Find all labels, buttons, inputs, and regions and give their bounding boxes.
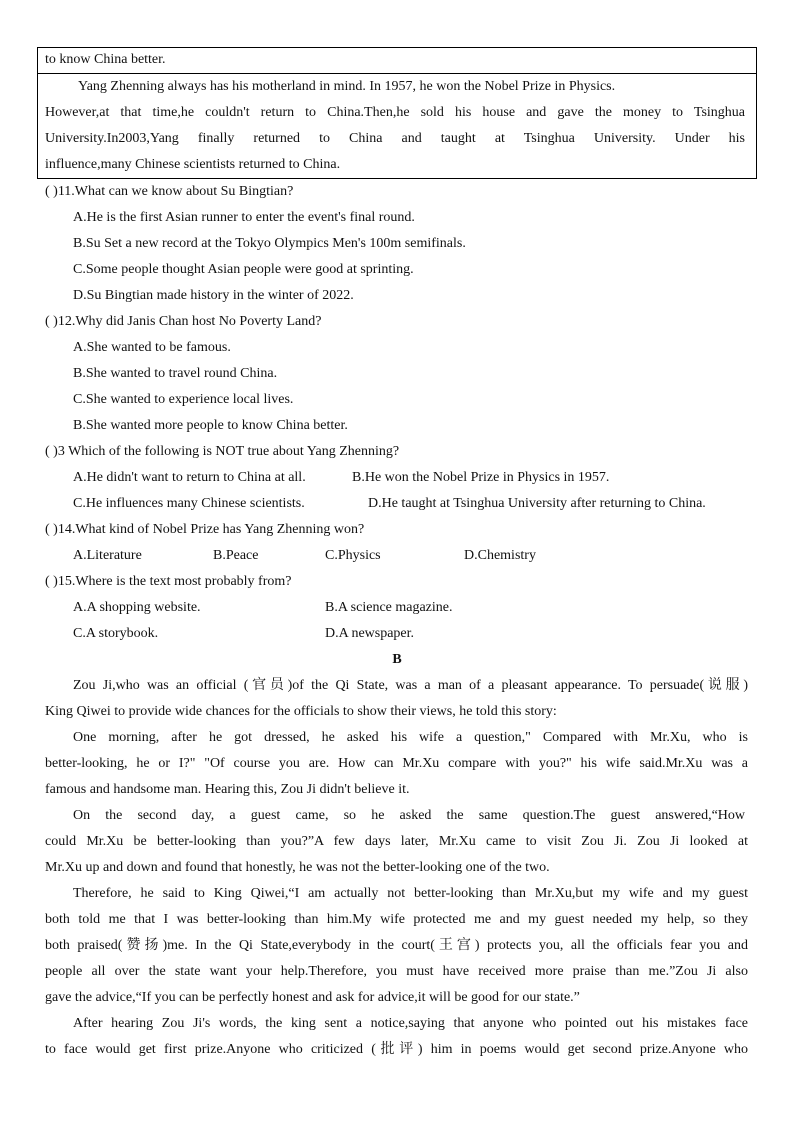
b-line-12: people all over the state want your help.Therefore, you must have received more praise than me.”Zou Ji also	[45, 964, 748, 979]
b-line-11: both praised(赞扬)me. In the Qi State,everybody in the court(王宫) protects you, all the officials fear you and	[45, 938, 748, 953]
q15-option-d: D.A newspaper.	[325, 626, 415, 641]
b-line-1: Zou Ji,who was an official (官员)of the Qi State, was a man of a pleasant appearance. To persuade(说服)	[73, 678, 748, 693]
b-line-7: could Mr.Xu be better-looking than you?”A few days later, Mr.Xu came to visit Zou Ji. Zou Ji looked at	[45, 834, 748, 849]
b-line-15: to face would get first prize.Anyone who criticized (批评) him in poems would get second prize.Anyone who	[45, 1042, 748, 1057]
q15-option-b: B.A science magazine.	[325, 600, 453, 615]
b-line-10: both told me that I was better-looking than him.My wife protected me and my guest needed my help, so they	[45, 912, 748, 927]
q11-option-a: A.He is the first Asian runner to enter the event's final round.	[73, 210, 415, 225]
q11-option-d: D.Su Bingtian made history in the winter of 2022.	[73, 288, 354, 303]
passage-line-4: University.In2003,Yang finally returned to China and taught at Tsinghua University. Under his	[45, 131, 745, 146]
q15-option-a: A.A shopping website.	[73, 600, 201, 615]
passage-line-1: to know China better.	[45, 52, 166, 67]
b-line-13: gave the advice,“If you can be perfectly honest and ask for advice,it will be good for our state.”	[45, 990, 580, 1005]
q14-option-d: D.Chemistry	[464, 548, 536, 563]
question-11-stem: ( )11.What can we know about Su Bingtian?	[45, 184, 294, 199]
b-line-5: famous and handsome man. Hearing this, Zou Ji didn't believe it.	[45, 782, 410, 797]
b-line-2: King Qiwei to provide wide chances for the officials to show their views, he told this story:	[45, 704, 557, 719]
q13-option-b: B.He won the Nobel Prize in Physics in 1957.	[352, 470, 610, 485]
b-line-8: Mr.Xu up and down and found that honestly, he was not the better-looking one of the two.	[45, 860, 550, 875]
b-line-6: On the second day, a guest came, so he asked the same question.The guest answered,“How	[73, 808, 745, 823]
question-12-stem: ( )12.Why did Janis Chan host No Poverty Land?	[45, 314, 322, 329]
q15-option-c: C.A storybook.	[73, 626, 159, 641]
b-line-3: One morning, after he got dressed, he asked his wife a question," Compared with Mr.Xu, who is	[73, 730, 748, 745]
q12-option-a: A.She wanted to be famous.	[73, 340, 231, 355]
passage-line-2: Yang Zhenning always has his motherland in mind. In 1957, he won the Nobel Prize in Physics.	[78, 79, 616, 94]
b-line-4: better-looking, he or I?" "Of course you are. How can Mr.Xu compare with you?" his wife said.Mr.Xu was a	[45, 756, 748, 771]
q11-option-b: B.Su Set a new record at the Tokyo Olympics Men's 100m semifinals.	[73, 236, 466, 251]
question-15-stem: ( )15.Where is the text most probably from?	[45, 574, 292, 589]
b-line-14: After hearing Zou Ji's words, the king sent a notice,saying that anyone who pointed out his mistakes face	[73, 1016, 748, 1031]
q12-option-d: B.She wanted more people to know China better.	[73, 418, 348, 433]
q13-option-d: D.He taught at Tsinghua University after returning to China.	[368, 496, 706, 511]
box-divider	[38, 73, 756, 74]
section-b-heading: B	[392, 652, 402, 667]
q12-option-c: C.She wanted to experience local lives.	[73, 392, 294, 407]
q14-option-c: C.Physics	[325, 548, 381, 563]
passage-line-3: However,at that time,he couldn't return to China.Then,he sold his house and gave the money to Tsinghua	[45, 105, 745, 120]
question-14-stem: ( )14.What kind of Nobel Prize has Yang Zhenning won?	[45, 522, 365, 537]
q14-option-a: A.Literature	[73, 548, 142, 563]
q12-option-b: B.She wanted to travel round China.	[73, 366, 278, 381]
b-line-9: Therefore, he said to King Qiwei,“I am actually not better-looking than Mr.Xu,but my wife and my guest	[73, 886, 748, 901]
passage-line-5: influence,many Chinese scientists returned to China.	[45, 157, 341, 172]
q13-option-c: C.He influences many Chinese scientists.	[73, 496, 305, 511]
q14-option-b: B.Peace	[213, 548, 259, 563]
question-13-stem: ( )3 Which of the following is NOT true about Yang Zhenning?	[45, 444, 400, 459]
q13-option-a: A.He didn't want to return to China at all.	[73, 470, 306, 485]
q11-option-c: C.Some people thought Asian people were good at sprinting.	[73, 262, 414, 277]
